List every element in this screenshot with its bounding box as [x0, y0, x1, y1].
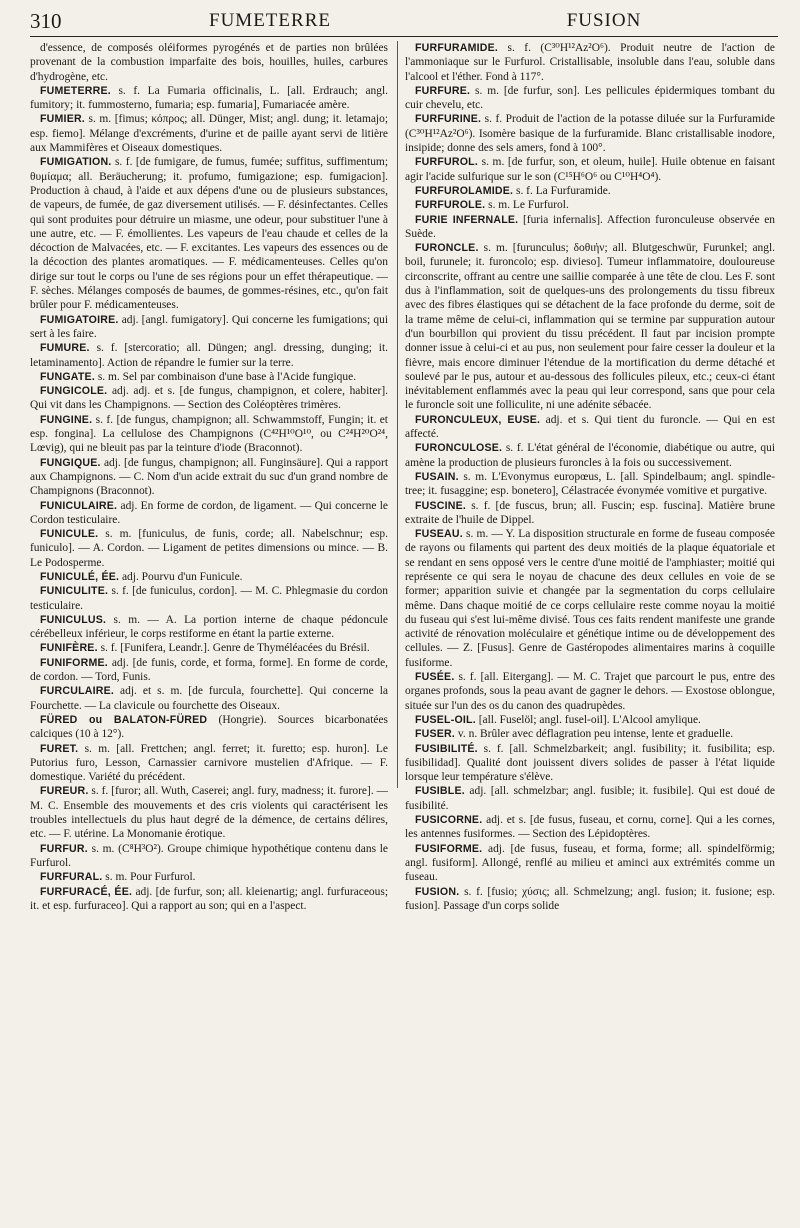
entry-headword: FUNICULUS. [40, 613, 107, 626]
dictionary-entry [405, 499, 775, 528]
entry-text: s. m. Sel par combinaison d'une base à l'Acide fungique. [97, 370, 357, 383]
entry-text: s. m. [all. Frettchen; angl. ferret; it. furetto; esp. huron]. Le Putorius furo, Lesson, Carnassier carnivore mustelien d'Afrique. — F. domestique. Variété du précédent. [30, 742, 388, 784]
dictionary-entry [30, 613, 388, 642]
entry-headword: FURFURAMIDE. [415, 42, 499, 54]
entry-headword: FUREUR. [40, 785, 89, 798]
entry-text: adj. [de fungus, champignon; all. Funginsäure]. Qui a rapport aux Champignons. — C. Nom d'un acide extrait du suc d'un grand nombre de Champignons (Braconnot). [30, 456, 388, 498]
dictionary-entry [30, 842, 388, 871]
entry-text: adj. et s. [de fusus, fuseau, et cornu, corne]. Qui a les cornes, les antennes fusiformes. — Section des Lépidoptères. [405, 814, 775, 841]
entry-text: s. f. (C³⁰H¹²Az²O⁶). Produit neutre de l'action de l'ammoniaque sur le Furfurol. Cristallisable, insoluble dans l'eau, soluble dans l'alcool et l'éther. Fond à 117°. [405, 42, 775, 83]
dictionary-entry [405, 441, 775, 470]
entry-headword: FURET. [40, 742, 79, 755]
entry-headword: FUSEL-OIL. [415, 713, 476, 726]
dictionary-entry [30, 641, 388, 655]
entry-headword: FUSIBLE. [415, 785, 465, 798]
dictionary-entry [30, 384, 388, 413]
dictionary-entry [405, 670, 775, 713]
entry-text: s. f. L'état général de l'économie, diabétique ou autre, qui amène la production de plusieurs furoncles à la fois ou successivement. [405, 442, 775, 469]
dictionary-entry [30, 155, 388, 312]
dictionary-entry [405, 184, 775, 198]
entry-text: s. f. [de fuscus, brun; all. Fuscin; esp. fuscina]. Matière brune extraite de l'huile de Dippel. [405, 499, 775, 526]
entry-headword: FUNIFÈRE. [40, 642, 98, 655]
entry-text: adj. [all. schmelzbar; angl. fusible; it. fusibile]. Qui est doué de fusibilité. [405, 785, 775, 812]
entry-headword: FURONCLE. [415, 242, 479, 255]
entry-text: [furia infernalis]. Affection furonculeuse observée en Suède. [405, 213, 775, 240]
dictionary-entry [30, 870, 388, 884]
dictionary-entry [405, 527, 775, 670]
entry-text: [all. Fuselöl; angl. fusel-oil]. L'Alcool amylique. [478, 713, 701, 726]
entry-headword: FURFUR. [40, 842, 88, 855]
entry-text: s. m. [de furfur, son, et oleum, huile]. Huile obtenue en faisant agir l'acide sulfurique sur le son (C¹⁵H⁶O⁶ ou C¹⁰H⁴O⁴). [405, 156, 775, 183]
entry-headword: FURONCULOSE. [415, 442, 503, 455]
dictionary-entry [30, 84, 388, 113]
entry-headword: FURIE INFERNALE. [415, 213, 519, 226]
entry-headword: FURFURINE. [415, 113, 482, 126]
dictionary-entry [405, 198, 775, 212]
entry-text: s. f. La Fumaria officinalis, L. [all. Erdrauch; angl. fumitory; it. fummosterno, fumaria; esp. fumaria], Fumariacée amère. [30, 84, 388, 112]
entry-headword: FURFUROLE. [415, 199, 486, 212]
entry-text: adj. En forme de cordon, de ligament. — Qui concerne le Cordon testiculaire. [30, 499, 388, 526]
entry-headword: FUSAIN. [415, 470, 459, 483]
dictionary-entry [405, 213, 775, 242]
dictionary-entry [30, 456, 388, 499]
dictionary-entry [405, 470, 775, 499]
entry-text: s. m. — Y. La disposition structurale en forme de fuseau composée de rayons ou filaments qui partent des deux moitiés de la plaque équatoriale et se rendant en sens opposé vers le centre d'une moitié de l'amphiaster; moitié qui représente ce qui sera le noyau de chacune des deux cellules en voie de se former; apparition suivie et changée par la segmentation du corps cellulaire même. Dans chaque moitié de ce corps cellulaire reste comme noyau la moitié du fuseau qui s'est lui-même divisé. Tous ces faits rendent manifeste une grande activité de rénovation moléculaire et génétique intime ou de développement des cellules. — Z. [Fusus]. Genre de Gastéropodes alimentaires marins à coquille fusiforme. [405, 528, 775, 669]
dictionary-entry [30, 570, 388, 584]
entry-text: s. f. [de fumigare, de fumus, fumée; suffitus, suffimentum; θυμίαμα; all. Beräucherung; it. profumo, fumigazione; esp. fumigacion]. Production à chaud, à l'aide et aux dépens d'une ou de plusieurs substances, de vapeurs, de fumée, de gaz diversement utilisés. — F. désinfectantes. Celles qui sont produites pour détruire un miasme, une odeur, pour substituer l'une à une autre, etc. — F. émollientes. Les vapeurs de l'eau chaude et celles de la décoction de Malvacées, etc. — F. excitantes. Les vapeurs des essences ou de la décoction des plantes aromatiques. — F. médicamenteuses. Celles qu'on dirige sur tout le corps ou l'une de ses régions pour un effet thérapeutique. — F. sèches. Mélanges composés de baumes, de gommes-résines, etc., qu'on fait brûler pour F. médicamenteuses. [30, 156, 388, 312]
entry-headword: FUSIBILITÉ. [415, 742, 478, 755]
entry-text: adj. et s. m. [de furcula, fourchette]. Qui concerne la Fourchette. — La clavicule ou fourchette des Oiseaux. [30, 685, 388, 712]
entry-text: v. n. Brûler avec déflagration peu intense, lente et graduelle. [457, 728, 734, 741]
dictionary-entry [405, 842, 775, 885]
entry-headword: FURFURACÉ, ÉE. [40, 885, 133, 898]
dictionary-entry [405, 784, 775, 813]
entry-text: s. m. L'Evonymus europœus, L. [all. Spindelbaum; angl. spindle-tree; it. fusaggine; esp. bonetero], Célastracée évonymée vomitive et purgative. [405, 470, 775, 498]
entry-text: adj. adj. et s. [de fungus, champignon, et colere, habiter]. Qui vit dans les Champignons. — Section des Coléoptères trimères. [30, 385, 388, 412]
entry-headword: FUSER. [415, 728, 456, 741]
entry-headword: FUNICULÉ, ÉE. [40, 570, 120, 583]
entry-text: d'essence, de composés oléiformes pyrogénés et de parties non brûlées provenant de la combustion imparfaite des bois, houilles, huiles, carbures d'hydrogène, etc. [30, 42, 388, 83]
entry-text: s. f. [de funiculus, cordon]. — M. C. Phlegmasie du cordon testiculaire. [30, 585, 388, 612]
entry-headword: FUNGIQUE. [40, 456, 101, 469]
dictionary-entry [405, 41, 775, 84]
dictionary-entry [30, 527, 388, 570]
entry-text: adj. et s. Qui tient du furoncle. — Qui en est affecté. [405, 413, 775, 441]
dictionary-entry [405, 413, 775, 442]
entry-text: s. f. [de fungus, champignon; all. Schwammstoff, Fungin; it. et esp. fongina]. La cellulose des Champignons (C⁴²H¹⁰O¹⁰, ou C²⁴H²⁰O²⁴, Lœvig), qui ne bleuit pas par la teinture d'iode (Braconnot). [30, 413, 388, 455]
entry-headword: FURCULAIRE. [40, 685, 114, 698]
dictionary-entry [405, 742, 775, 785]
entry-text: s. f. La Furfuramide. [516, 184, 611, 197]
dictionary-entry [405, 112, 775, 155]
entry-text: s. m. [funiculus, de funis, corde; all. Nabelschnur; esp. funiculo]. — A. Cordon. — Ligament de petites dimensions ou mince. — B. Le Podosperme. [30, 528, 388, 569]
entry-text: s. f. [fusio; χύσις; all. Schmelzung; angl. fusion; it. fusione; esp. fusion]. Passage d'un corps solide [405, 885, 775, 912]
entry-headword: FURFUROLAMIDE. [415, 184, 514, 197]
dictionary-entry [30, 742, 388, 785]
dictionary-entry [30, 656, 388, 685]
running-head-right: FUSION [566, 10, 642, 31]
entry-text: s. m. [fimus; κόπρος; all. Dünger, Mist; angl. dung; it. letamajo; esp. fiemo]. Mélange d'excréments, d'urine et de paille ayant servi de litière aux Mammifères et Oiseaux domestiques. [30, 113, 388, 155]
entry-text: s. f. [furor; all. Wuth, Caserei; angl. fury, madness; it. furore]. — M. C. Ensemble des mouvements et des cris violents qui caractérisent les troubles intellectuels du plus haut degré de la démence, de certains délires, etc. — F. utérine. La Monomanie érotique. [30, 785, 388, 841]
entry-headword: FUNICULAIRE. [40, 499, 118, 512]
entry-text: (Hongrie). Sources bicarbonatées calciques (10 à 12°). [30, 713, 388, 741]
entry-text: s. m. — A. La portion interne de chaque pédoncule cérébelleux inférieur, le corps restiforme en étant la partie externe. [30, 613, 388, 641]
entry-headword: FUSÉE. [415, 671, 455, 684]
entry-text: s. m. (C⁸H³O²). Groupe chimique hypothétique contenu dans le Furfurol. [30, 842, 388, 869]
dictionary-entry [405, 713, 775, 727]
entry-text: s. f. [all. Eitergang]. — M. C. Trajet que parcourt le pus, entre des organes profonds, sous la peau avant de gagner le dehors. — Exostose oblongue, située sur l'un des os du canon des quadrupèdes. [405, 671, 775, 712]
dictionary-entry [30, 784, 388, 841]
dictionary-entry [405, 813, 775, 842]
entry-text: adj. [de fusus, fuseau, et forma, forme; all. spindelförmig; angl. fusiform]. Allongé, renflé au milieu et aminci aux extrémités comme un fuseau. [405, 842, 775, 884]
entry-headword: FUMETERRE. [40, 84, 111, 97]
entry-text: s. f. [Funifera, Leandr.]. Genre de Thyméléacées du Brésil. [100, 642, 370, 655]
dictionary-entry [405, 155, 775, 184]
left-column [30, 41, 388, 1216]
entry-text: adj. Pourvu d'un Funicule. [121, 570, 243, 583]
dictionary-entry [405, 241, 775, 413]
right-column [405, 41, 775, 1216]
entry-headword: FUNGATE. [40, 370, 95, 383]
entry-headword: FURFUROL. [415, 156, 478, 169]
entry-text: s. m. [de furfur, son]. Les pellicules épidermiques tombant du cuir chevelu, etc. [405, 84, 775, 112]
entry-text: s. m. [furunculus; δοθιήν; all. Blutgeschwür, Furunkel; angl. boil, furunele; it. furoncolo; esp. divieso]. Tumeur inflammatoire, douloureuse circonscrite, offrant au centre une saillie comparée à une tête de clou. Les F. sont dus à l'inflammation, soit de quelques-uns des prolongements du tissu fibreux avec des fibres élastiques qui se détachent de la face profonde du derme, soit de la trame même de celui-ci, inflammation qui se termine par suppuration autour d'un bourbillon qui provient du tissu précédent. Il faut par incision prompte donner issue à celui-ci et au pus, non seulement pour faire cesser la douleur et la fièvre, mais encore diminuer l'étendue de la mortification du derme détaché et soulevé par le pus, autour et au-dessous des follicules pileux, etc.; ceux-ci étant inévitablement enflammés avec la peau qui leur correspond, sans que pour cela le furoncle soit une folliculite, ni une adénite sébacée. [405, 242, 775, 412]
page-header [30, 6, 778, 37]
dictionary-entry [30, 370, 388, 384]
entry-headword: FUSEAU. [415, 528, 463, 541]
entry-headword: FUMIGATION. [40, 156, 112, 169]
entry-text: s. f. Produit de l'action de la potasse diluée sur la Furfuramide (C³⁰H¹²Az²O⁶). Isomère basique de la furfuramide. Blanc cristallisable inodore, insipide; donne des sels amers, fond à 100°. [405, 113, 775, 155]
entry-text: adj. [angl. fumigatory]. Qui concerne les fumigations; qui sert à les faire. [30, 313, 388, 340]
entry-headword: FUMIGATOIRE. [40, 313, 119, 326]
entry-headword: FURFURAL. [40, 871, 103, 884]
page-number: 310 [30, 8, 62, 33]
entry-headword: FUNICULITE. [40, 585, 109, 598]
entry-headword: FUSICORNE. [415, 814, 483, 827]
dictionary-entry [30, 313, 388, 342]
dictionary-entry [30, 684, 388, 713]
dictionary-entry [30, 341, 388, 370]
dictionary-entry [405, 727, 775, 741]
dictionary-entry [30, 41, 388, 84]
entry-text: s. f. [stercoratio; all. Düngen; angl. dressing, dunging; it. letaminamento]. Action de répandre le fumier sur la terre. [30, 342, 388, 369]
entry-headword: FÜRED ou BALATON-FÜRED [40, 713, 208, 726]
dictionary-entry [405, 885, 775, 914]
entry-text: s. m. Pour Furfurol. [105, 871, 196, 884]
entry-headword: FUNICULE. [40, 528, 99, 541]
dictionary-entry [30, 713, 388, 742]
entry-headword: FUSCINE. [415, 499, 467, 512]
dictionary-entry [30, 112, 388, 155]
entry-headword: FURFURE. [415, 84, 471, 97]
dictionary-entry [30, 413, 388, 456]
entry-text: adj. [de furfur, son; all. kleienartig; angl. furfuraceous; it. et esp. furfuraceo]. Qui a rapport au son; qui en a l'aspect. [30, 885, 388, 912]
entry-headword: FUMIER. [40, 113, 85, 126]
entry-headword: FUMURE. [40, 342, 90, 355]
dictionary-entry [30, 885, 388, 914]
column-divider [397, 41, 398, 788]
dictionary-entry [30, 499, 388, 528]
entry-headword: FUSIFORME. [415, 842, 483, 855]
entry-headword: FUSION. [415, 885, 460, 898]
entry-headword: FUNIFORME. [40, 656, 108, 669]
entry-headword: FUNGINE. [40, 413, 93, 426]
dictionary-entry [30, 584, 388, 613]
entry-headword: FURONCULEUX, EUSE. [415, 413, 541, 426]
entry-text: s. m. Le Furfurol. [488, 199, 569, 212]
running-head-left: FUMETERRE [209, 10, 331, 31]
dictionary-entry [405, 84, 775, 113]
entry-text: s. f. [all. Schmelzbarkeit; angl. fusibility; it. fusibilita; esp. fusibilidad]. Qualité dont jouissent divers solides de passer à l'état liquide lorsque leur température s'élève. [405, 742, 775, 784]
entry-text: adj. [de funis, corde, et forma, forme]. En forme de corde, de cordon. — Tord, Funis. [30, 656, 388, 684]
entry-headword: FUNGICOLE. [40, 385, 108, 398]
